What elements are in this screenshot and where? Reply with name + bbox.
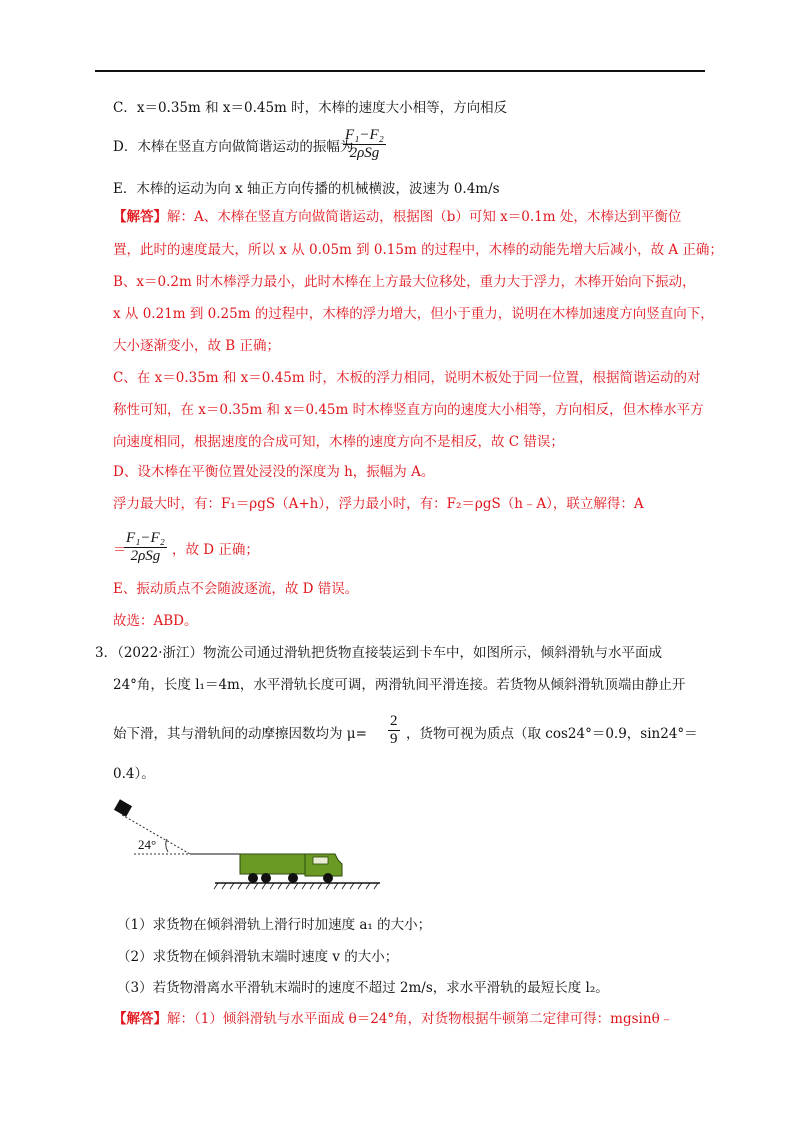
answer-line-6: C、在 x＝0.35m 和 x＝0.45m 时，木板的浮力相同，说明木板处于同一位置，根据简谐运动的对 xyxy=(113,370,701,386)
question-3-answer-text: 解：（1）倾斜滑轨与水平面成 θ＝24°角，对货物根据牛顿第二定律可得：mgsinθ﹣ xyxy=(167,1011,674,1027)
mu-fraction xyxy=(388,713,400,748)
answer-line-11-suffix: ，故 D 正确； xyxy=(172,542,259,558)
cargo-box xyxy=(114,799,132,816)
truck-window xyxy=(313,857,328,864)
question-3-answer-line-1 xyxy=(113,1010,673,1028)
question-3-line-4: 0.4）。 xyxy=(113,766,155,782)
question-3-answer-tag: 【解答】 xyxy=(113,1011,167,1027)
amplitude-fraction xyxy=(343,127,386,162)
option-d: D．木棒在竖直方向做简谐运动的振幅为 xyxy=(113,139,354,155)
answer-line-10: 浮力最大时，有：F₁＝ρgS（A+h），浮力最小时，有：F₂＝ρgS（h﹣A），联立解得：A xyxy=(113,496,644,512)
answer-line-11-prefix: ＝ xyxy=(113,542,127,558)
answer-line-5: 大小逐渐变小，故 B 正确； xyxy=(113,338,281,354)
truck-wheel xyxy=(323,873,333,883)
sub-question-3: （3）若货物滑离水平滑轨末端时的速度不超过 2m/s，求水平滑轨的最短长度 l₂。 xyxy=(117,980,609,996)
answer-tag: 【解答】 xyxy=(113,209,167,225)
truck-wheel xyxy=(288,873,298,883)
answer-line-13: 故选：ABD。 xyxy=(113,613,198,629)
answer-fraction xyxy=(124,530,167,565)
truck-wheel xyxy=(248,873,258,883)
question-3-line-3-prefix: 始下滑，其与滑轨间的动摩擦因数均为 μ= xyxy=(113,726,367,742)
sub-question-2: （2）求货物在倾斜滑轨末端时速度 v 的大小； xyxy=(117,949,399,965)
truck-wheel xyxy=(261,873,271,883)
mu-denominator: 9 xyxy=(390,731,398,747)
answer-line-7: 称性可知，在 x＝0.35m 和 x＝0.45m 时木棒竖直方向的速度大小相等，方向相反，但木棒水平方 xyxy=(113,402,704,418)
option-e: E．木棒的运动为向 x 轴正方向传播的机械横波，波速为 0.4m/s xyxy=(113,181,500,197)
mu-numerator: 2 xyxy=(390,713,398,729)
answer-fraction-numerator: F₁−F₂ xyxy=(126,530,165,546)
ground-hatching xyxy=(214,883,378,889)
option-c: C．x＝0.35m 和 x＝0.45m 时，木棒的速度大小相等，方向相反 xyxy=(113,100,508,116)
slide-truck-diagram xyxy=(100,790,390,895)
fraction-denominator: 2ρSg xyxy=(349,145,380,161)
answer-line-1 xyxy=(113,208,681,226)
question-3-line-3-suffix: ，货物可视为质点（取 cos24°＝0.9，sin24°＝ xyxy=(406,726,698,742)
answer-line-2: 置，此时的速度最大，所以 x 从 0.05m 到 0.15m 的过程中，木棒的动能先增大后减小，故 A 正确； xyxy=(113,242,723,258)
answer-line-4: x 从 0.21m 到 0.25m 的过程中，木棒的浮力增大，但小于重力，说明在木棒加速度方向竖直向下， xyxy=(113,306,714,322)
header-rule xyxy=(95,70,705,72)
sub-question-1: （1）求货物在倾斜滑轨上滑行时加速度 a₁ 的大小； xyxy=(117,917,432,933)
question-3-line-1: 3．（2022·浙江）物流公司通过滑轨把货物直接装运到卡车中，如图所示，倾斜滑轨与水平面成 xyxy=(95,645,662,661)
fraction-numerator: F₁−F₂ xyxy=(345,127,384,143)
answer-line-8: 向速度相同，根据速度的合成可知，木棒的速度方向不是相反，故 C 错误； xyxy=(113,434,564,450)
answer-line-12: E、振动质点不会随波逐流，故 D 错误。 xyxy=(113,581,359,597)
answer-line-3: B、x＝0.2m 时木棒浮力最小，此时木棒在上方最大位移处，重力大于浮力，木棒开始向下振动， xyxy=(113,274,696,290)
angle-label: 24° xyxy=(138,837,157,852)
answer-line-9: D、设木棒在平衡位置处浸没的深度为 h，振幅为 A。 xyxy=(113,464,435,480)
answer-fraction-denominator: 2ρSg xyxy=(130,548,161,564)
answer-text-1: 解：A、木棒在竖直方向做简谐运动，根据图（b）可知 x＝0.1m 处，木棒达到平衡位 xyxy=(167,209,682,225)
question-3-line-2: 24°角，长度 l₁＝4m，水平滑轨长度可调，两滑轨间平滑连接。若货物从倾斜滑轨顶端由静止开 xyxy=(113,677,686,693)
